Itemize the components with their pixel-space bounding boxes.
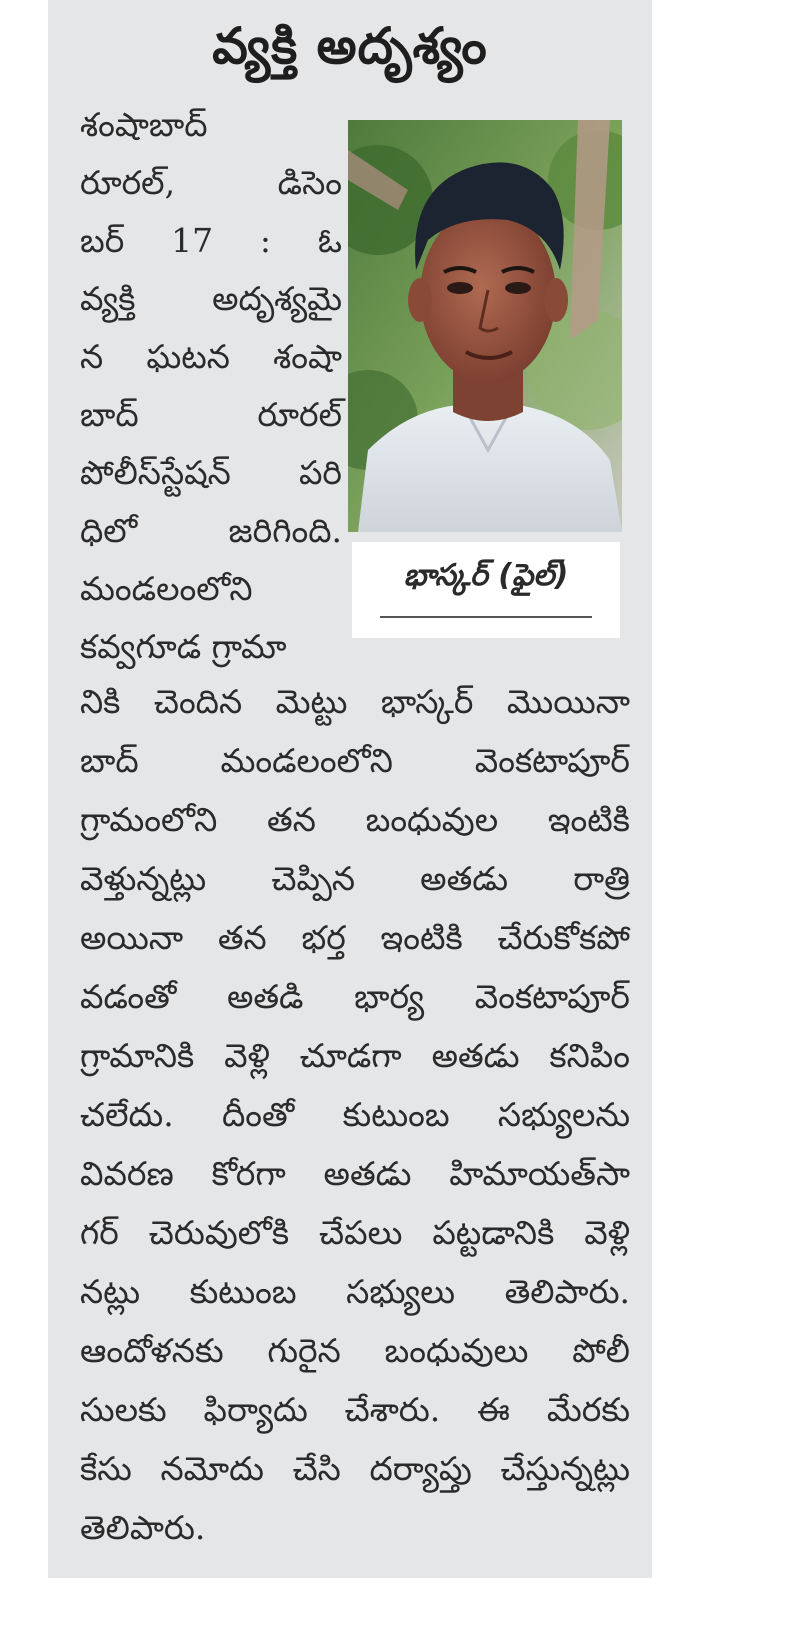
- body-line: శంషాబాద్: [80, 105, 208, 144]
- body-line: తెలిపారు.: [80, 1508, 206, 1547]
- body-line: నట్లు కుటుంబ సభ్యులు తెలిపారు.: [80, 1272, 630, 1311]
- caption-divider: [380, 616, 592, 618]
- body-line: మండలంలోని: [80, 569, 253, 608]
- body-line: గర్ చెరువులోకి చేపలు పట్టడానికి వెళ్లి: [80, 1213, 630, 1252]
- body-line: రూరల్, డిసెం: [80, 163, 342, 202]
- news-clipping: [48, 0, 652, 1578]
- body-line: కేసు నమోదు చేసి దర్యాప్తు చేస్తున్నట్లు: [80, 1449, 630, 1488]
- body-line: అయినా తన భర్త ఇంటికి చేరుకోకపో: [80, 918, 630, 957]
- headline: వ్యక్తి అదృశ్యం: [212, 17, 488, 75]
- body-line: గ్రామంలోని తన బంధువుల ఇంటికి: [80, 800, 630, 839]
- body-line: నికి చెందిన మెట్టు భాస్కర్ మొయినా: [80, 682, 630, 721]
- body-line: బాద్ మండలంలోని వెంకటాపూర్: [80, 741, 630, 780]
- article-body-narrow-column: [80, 96, 342, 676]
- body-line: బాద్ రూరల్: [80, 395, 342, 434]
- photo-caption-box: [352, 542, 620, 638]
- body-line: ఆందోళనకు గురైన బంధువులు పోలీ: [80, 1331, 630, 1370]
- body-line: కవ్వగూడ గ్రామా: [80, 627, 287, 666]
- body-line: చలేదు. దీంతో కుటుంబ సభ్యులను: [80, 1095, 630, 1134]
- body-line: పోలీస్‌స్టేషన్ పరి: [80, 453, 342, 492]
- body-line: వివరణ కోరగా అతడు హిమాయత్‌సా: [80, 1154, 630, 1193]
- body-line: సులకు ఫిర్యాదు చేశారు. ఈ మేరకు: [80, 1390, 630, 1429]
- body-line: వెళ్తున్నట్లు చెప్పిన అతడు రాత్రి: [80, 859, 630, 898]
- article-body-full-column: [80, 672, 630, 1557]
- person-photo: [348, 120, 622, 532]
- body-line: గ్రామానికి వెళ్లి చూడగా అతడు కనిపిం: [80, 1036, 630, 1075]
- body-line: బర్ 17 : ఓ: [80, 221, 342, 260]
- body-line: వ్యక్తి అదృశ్యమై: [80, 279, 342, 318]
- body-line: న ఘటన శంషా: [80, 337, 342, 376]
- body-line: ధిలో జరిగింది.: [80, 511, 342, 550]
- portrait-image: [348, 120, 622, 532]
- photo-caption: భాస్కర్ (ఫైల్): [403, 558, 569, 593]
- body-line: వడంతో అతడి భార్య వెంకటాపూర్: [80, 977, 630, 1016]
